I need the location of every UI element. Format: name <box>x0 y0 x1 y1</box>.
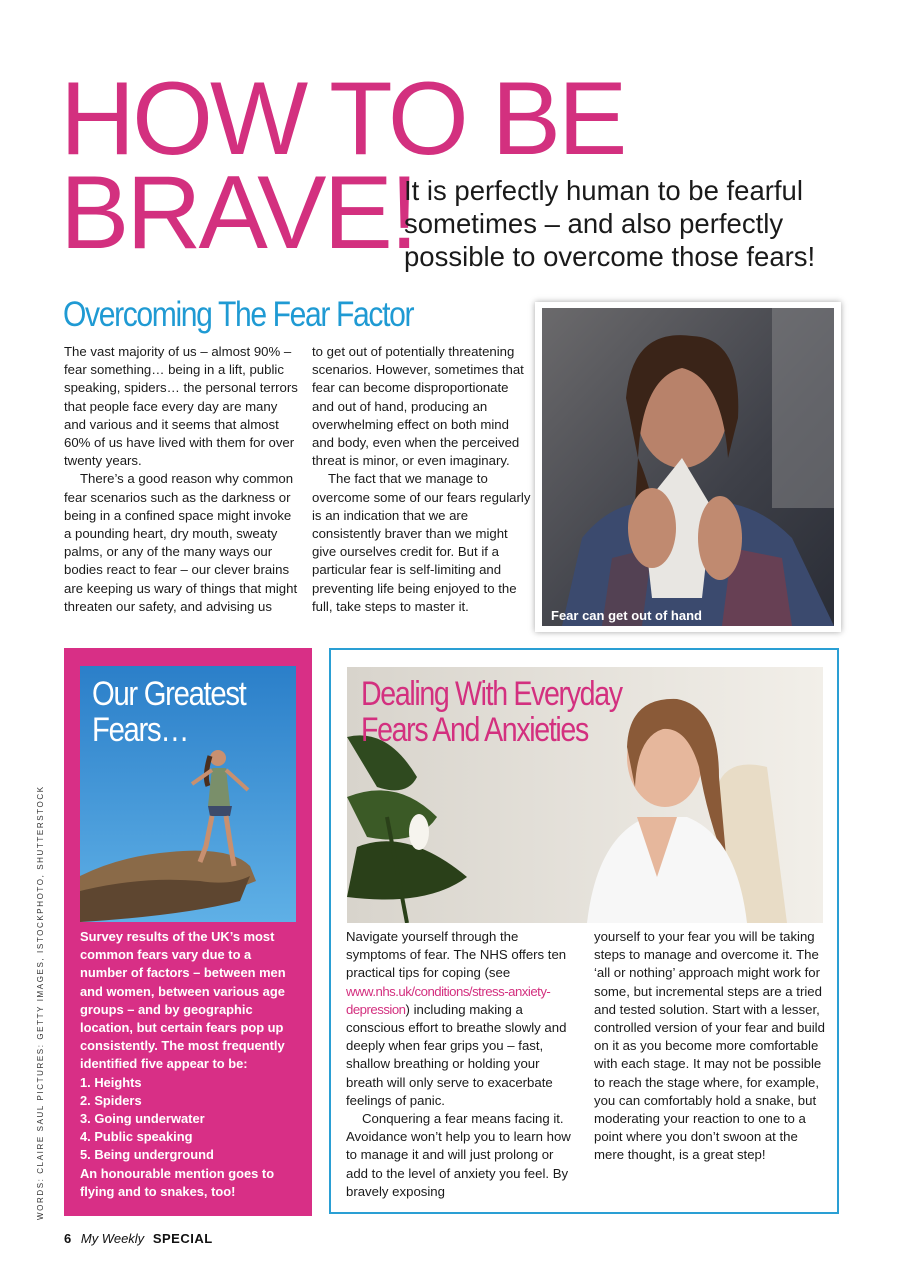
page-number: 6 <box>64 1231 72 1246</box>
photo-caption: Fear can get out of hand <box>551 608 702 623</box>
fears-heading-line-1: Our Greatest <box>92 675 246 713</box>
page-footer <box>64 1231 213 1246</box>
paragraph: to get out of potentially threatening scenarios. However, sometimes that fear can become disproportionate and out of hand, producing an overwhelming effect on both mind and body, even when the perceived threat is minor, or even imaginary. <box>312 344 524 469</box>
fears-list-item: 5. Being underground <box>80 1147 214 1163</box>
fears-box-heading <box>92 676 246 748</box>
fears-list <box>80 1074 302 1165</box>
fears-box-text <box>80 928 302 1201</box>
magazine-name: My Weekly <box>80 1231 145 1246</box>
paragraph: There’s a good reason why common fear scenarios such as the darkness or being in a confined space might invoke a pounding heart, dry mouth, sweaty palms, or any of the many ways our bodies react to fear – our clever brains are keeping us wary of things that might threaten our safety, and advising us <box>64 471 298 614</box>
special-label: SPECIAL <box>152 1231 213 1246</box>
fears-list-item: 1. Heights <box>80 1074 142 1090</box>
anxiety-heading-line-1: Dealing With Everyday <box>361 675 622 713</box>
anxiety-box <box>329 648 839 1214</box>
paragraph: The fact that we manage to overcome some of our fears regularly is an indication that we are consistently braver than we might give ourselves credit for. But if a particular fear is self-limiting and preventing life being enjoyed to the full, take steps to master it. <box>312 471 531 614</box>
title-line-2: BRAVE! <box>60 155 416 271</box>
photo-credits: WORDS: CLAIRE SAUL PICTURES: GETTY IMAGES, ISTOCKPHOTO, SHUTTERSTOCK <box>36 785 45 1220</box>
article-column-1 <box>64 343 298 616</box>
paragraph <box>346 928 578 1110</box>
paragraph: The vast majority of us – almost 90% – fear something… being in a lift, public speaking, spiders… the personal terrors that people face every day are many and various and it seems that almost 60% of us have lived with them for over twenty years. <box>64 344 298 469</box>
fears-list-item: 3. Going underwater <box>80 1111 205 1127</box>
anxiety-column-2 <box>594 928 826 1165</box>
nhs-link[interactable]: www.nhs.uk/conditions/stress-anxiety-depression <box>346 983 551 1017</box>
greatest-fears-box <box>64 648 312 1216</box>
paragraph: Conquering a fear means facing it. Avoidance won’t help you to learn how to manage it and will just prolong or add to the level of anxiety you feel. By bravely exposing <box>346 1111 571 1199</box>
fears-list-item: 4. Public speaking <box>80 1129 193 1145</box>
anxiety-heading-line-2: Fears And Anxieties <box>361 711 588 749</box>
fears-list-item: 2. Spiders <box>80 1092 142 1108</box>
article-column-2 <box>312 343 534 616</box>
fears-heading-line-2: Fears… <box>92 711 189 749</box>
text-run: ) including making a conscious effort to breathe slowly and deeply when fear grips you – fast, shallow breathing or holding your breath will only serve to exacerbate feelings of panic. <box>346 1001 567 1108</box>
fears-intro: Survey results of the UK’s most common fears vary due to a number of factors – between men and women, between various age groups – and by geographic location, but certain fears pop up consistently. The most frequently identified five appear to be: <box>80 929 286 1072</box>
anxiety-box-heading <box>361 676 622 748</box>
standfirst: It is perfectly human to be fearful sometimes – and also perfectly possible to overcome those fears! <box>404 175 816 272</box>
photo-image <box>542 308 834 626</box>
woman-breathing-bag-photo <box>535 302 841 632</box>
paragraph: yourself to your fear you will be taking steps to manage and overcome it. The ‘all or nothing’ approach might work for some, but incremental steps are a tried and tested solution. Start with a lesser, controlled version of your fear and build on it as you become more comfortable with each stage. It may not be possible to reach the stage where, for example, you can comfortably hold a snake, but moderating your reaction to one to a point where you don’t swoon at the mere thought, is a great step! <box>594 929 825 1163</box>
fears-outro: An honourable mention goes to flying and to snakes, too! <box>80 1165 275 1199</box>
section-heading: Overcoming The Fear Factor <box>63 295 414 334</box>
text-run: Navigate yourself through the symptoms of fear. The NHS offers ten practical tips for coping (see <box>346 929 567 981</box>
title-line-1: HOW TO BE <box>60 61 625 177</box>
anxiety-column-1 <box>346 928 578 1201</box>
